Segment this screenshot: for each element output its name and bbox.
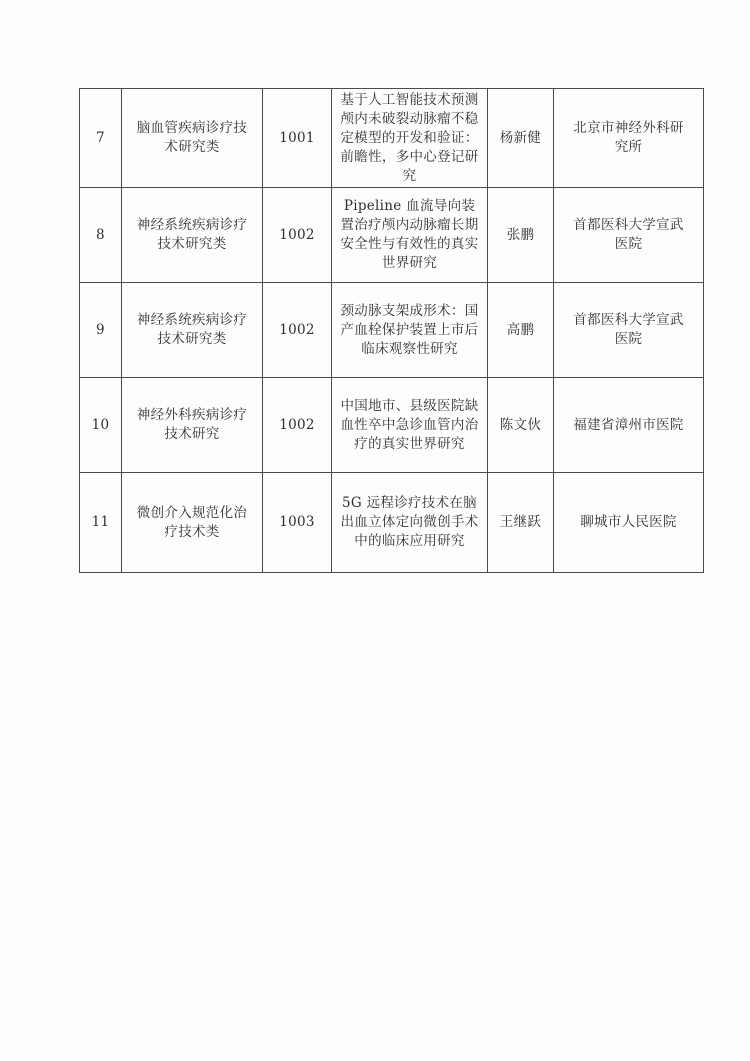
category-text: 神经系统疾病诊疗技术研究类 [136, 312, 248, 347]
category-text: 神经系统疾病诊疗技术研究类 [136, 217, 248, 252]
person-cell: 高鹏 [488, 283, 554, 378]
title-cell [332, 283, 488, 378]
organization-text: 北京市神经外科研究所 [573, 120, 684, 155]
table-row [80, 188, 704, 283]
project-table [79, 88, 704, 573]
table-row [80, 283, 704, 378]
organization-text: 福建省漳州市医院 [573, 416, 684, 433]
title-text: 中国地市、县级医院缺血性卒中急诊血管内治疗的真实世界研究 [340, 397, 479, 452]
category-text: 微创介入规范化治疗技术类 [136, 504, 248, 540]
code-cell: 1002 [263, 283, 332, 378]
code-cell: 1001 [263, 89, 332, 188]
row-index: 8 [80, 188, 122, 283]
person-cell: 陈文伙 [488, 378, 554, 473]
category-cell [122, 283, 263, 378]
person-cell: 杨新健 [488, 89, 554, 188]
table-row [80, 378, 704, 473]
category-cell [122, 89, 263, 188]
row-index: 11 [80, 473, 122, 573]
title-cell [332, 473, 488, 573]
title-text: 5G 远程诊疗技术在脑出血立体定向微创手术中的临床应用研究 [340, 495, 479, 549]
organization-cell [554, 378, 704, 473]
person-cell: 王继跃 [488, 473, 554, 573]
organization-text: 聊城市人民医院 [580, 514, 677, 530]
code-cell: 1003 [263, 473, 332, 573]
table-row [80, 473, 704, 573]
organization-cell [554, 473, 704, 573]
table-row [80, 89, 704, 188]
title-cell [332, 89, 488, 188]
category-text: 神经外科疾病诊疗技术研究 [136, 407, 248, 442]
category-cell [122, 188, 263, 283]
code-cell: 1002 [263, 378, 332, 473]
organization-cell [554, 283, 704, 378]
title-cell [332, 378, 488, 473]
organization-cell [554, 89, 704, 188]
title-cell [332, 188, 488, 283]
category-text: 脑血管疾病诊疗技术研究类 [136, 120, 248, 155]
category-cell [122, 473, 263, 573]
title-text: 基于人工智能技术预测颅内未破裂动脉瘤不稳定模型的开发和验证：前瞻性，多中心登记研究 [340, 91, 479, 184]
person-cell: 张鹏 [488, 188, 554, 283]
title-text: 颈动脉支架成形术：国产血栓保护装置上市后临床观察性研究 [340, 302, 479, 357]
title-text: Pipeline 血流导向装置治疗颅内动脉瘤长期安全性与有效性的真实世界研究 [340, 198, 479, 271]
row-index: 9 [80, 283, 122, 378]
organization-text: 首都医科大学宣武医院 [573, 312, 684, 347]
category-cell [122, 378, 263, 473]
row-index: 7 [80, 89, 122, 188]
code-cell: 1002 [263, 188, 332, 283]
row-index: 10 [80, 378, 122, 473]
organization-cell [554, 188, 704, 283]
organization-text: 首都医科大学宣武医院 [573, 217, 684, 252]
